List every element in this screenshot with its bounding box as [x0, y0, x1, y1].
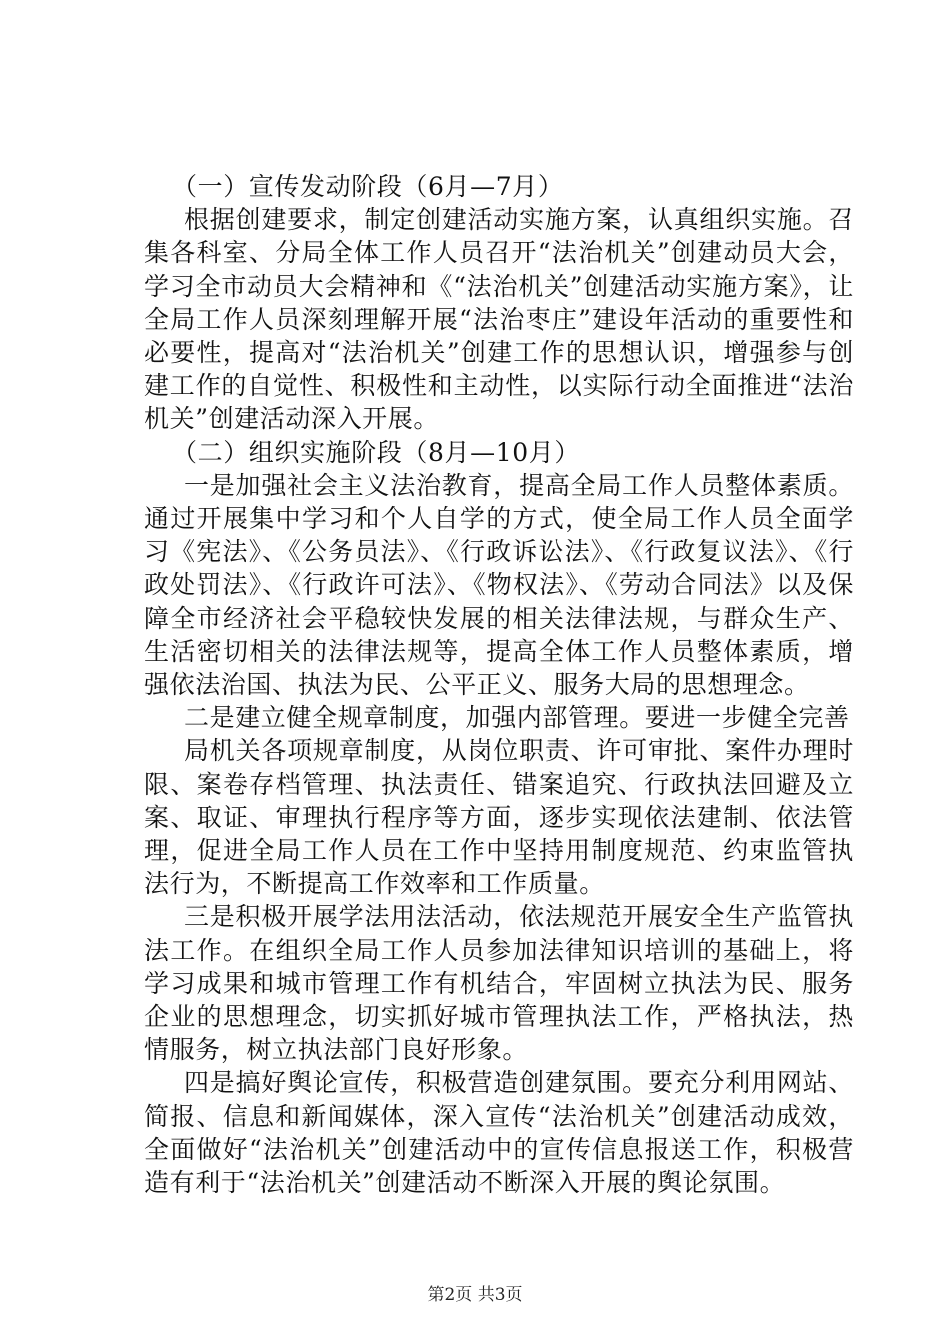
page-number-footer: 第2页 共3页 [427, 1285, 523, 1305]
paragraph: 一是加强社会主义法治教育，提高全局工作人员整体素质。通过开展集中学习和个人自学的方式，使全局工作人员全面学习《宪法》、《公务员法》、《行政诉讼法》、《行政复议法》、《行政处罚法》、《行政许可法》、《物权法》、《劳动合同法》以及保障全市经济社会平稳较快发展的相关法律法规，与群众生产、生活密切相关的法律法规等，提高全体工作人员整体素质，增强依法治国、执法为民、公平正义、服务大局的思想理念。 [144, 470, 854, 700]
section-heading-1: （一）宣传发动阶段（6月—7月） [172, 172, 564, 201]
paragraph: 四是搞好舆论宣传，积极营造创建氛围。要充分利用网站、简报、信息和新闻媒体，深入宣传“法治机关”创建活动成效，全面做好“法治机关”创建活动中的宣传信息报送工作，积极营造有利于“法治机关”创建活动不断深入开展的舆论氛围。 [144, 1068, 854, 1198]
document-body [144, 170, 854, 1199]
paragraph: 局机关各项规章制度，从岗位职责、许可审批、案件办理时限、案卷存档管理、执法责任、错案追究、行政执法回避及立案、取证、审理执行程序等方面，逐步实现依法建制、依法管理，促进全局工作人员在工作中坚持用制度规范、约束监管执法行为，不断提高工作效率和工作质量。 [144, 736, 854, 899]
paragraph: 三是积极开展学法用法活动，依法规范开展安全生产监管执法工作。在组织全局工作人员参加法律知识培训的基础上，将学习成果和城市管理工作有机结合，牢固树立执法为民、服务企业的思想理念，切实抓好城市管理执法工作，严格执法，热情服务，树立执法部门良好形象。 [144, 902, 854, 1065]
paragraph: 二是建立健全规章制度，加强内部管理。要进一步健全完善 [184, 703, 850, 733]
section-heading-2: （二）组织实施阶段（8月—10月） [172, 437, 580, 467]
paragraph: 根据创建要求，制定创建活动实施方案，认真组织实施。召集各科室、分局全体工作人员召开“法治机关”创建动员大会，学习全市动员大会精神和《“法治机关”创建活动实施方案》，让全局工作人员深刻理解开展“法治枣庄”建设年活动的重要性和必要性，提高对“法治机关”创建工作的思想认识，增强参与创建工作的自觉性、积极性和主动性，以实际行动全面推进“法治机关”创建活动深入开展。 [144, 205, 854, 434]
